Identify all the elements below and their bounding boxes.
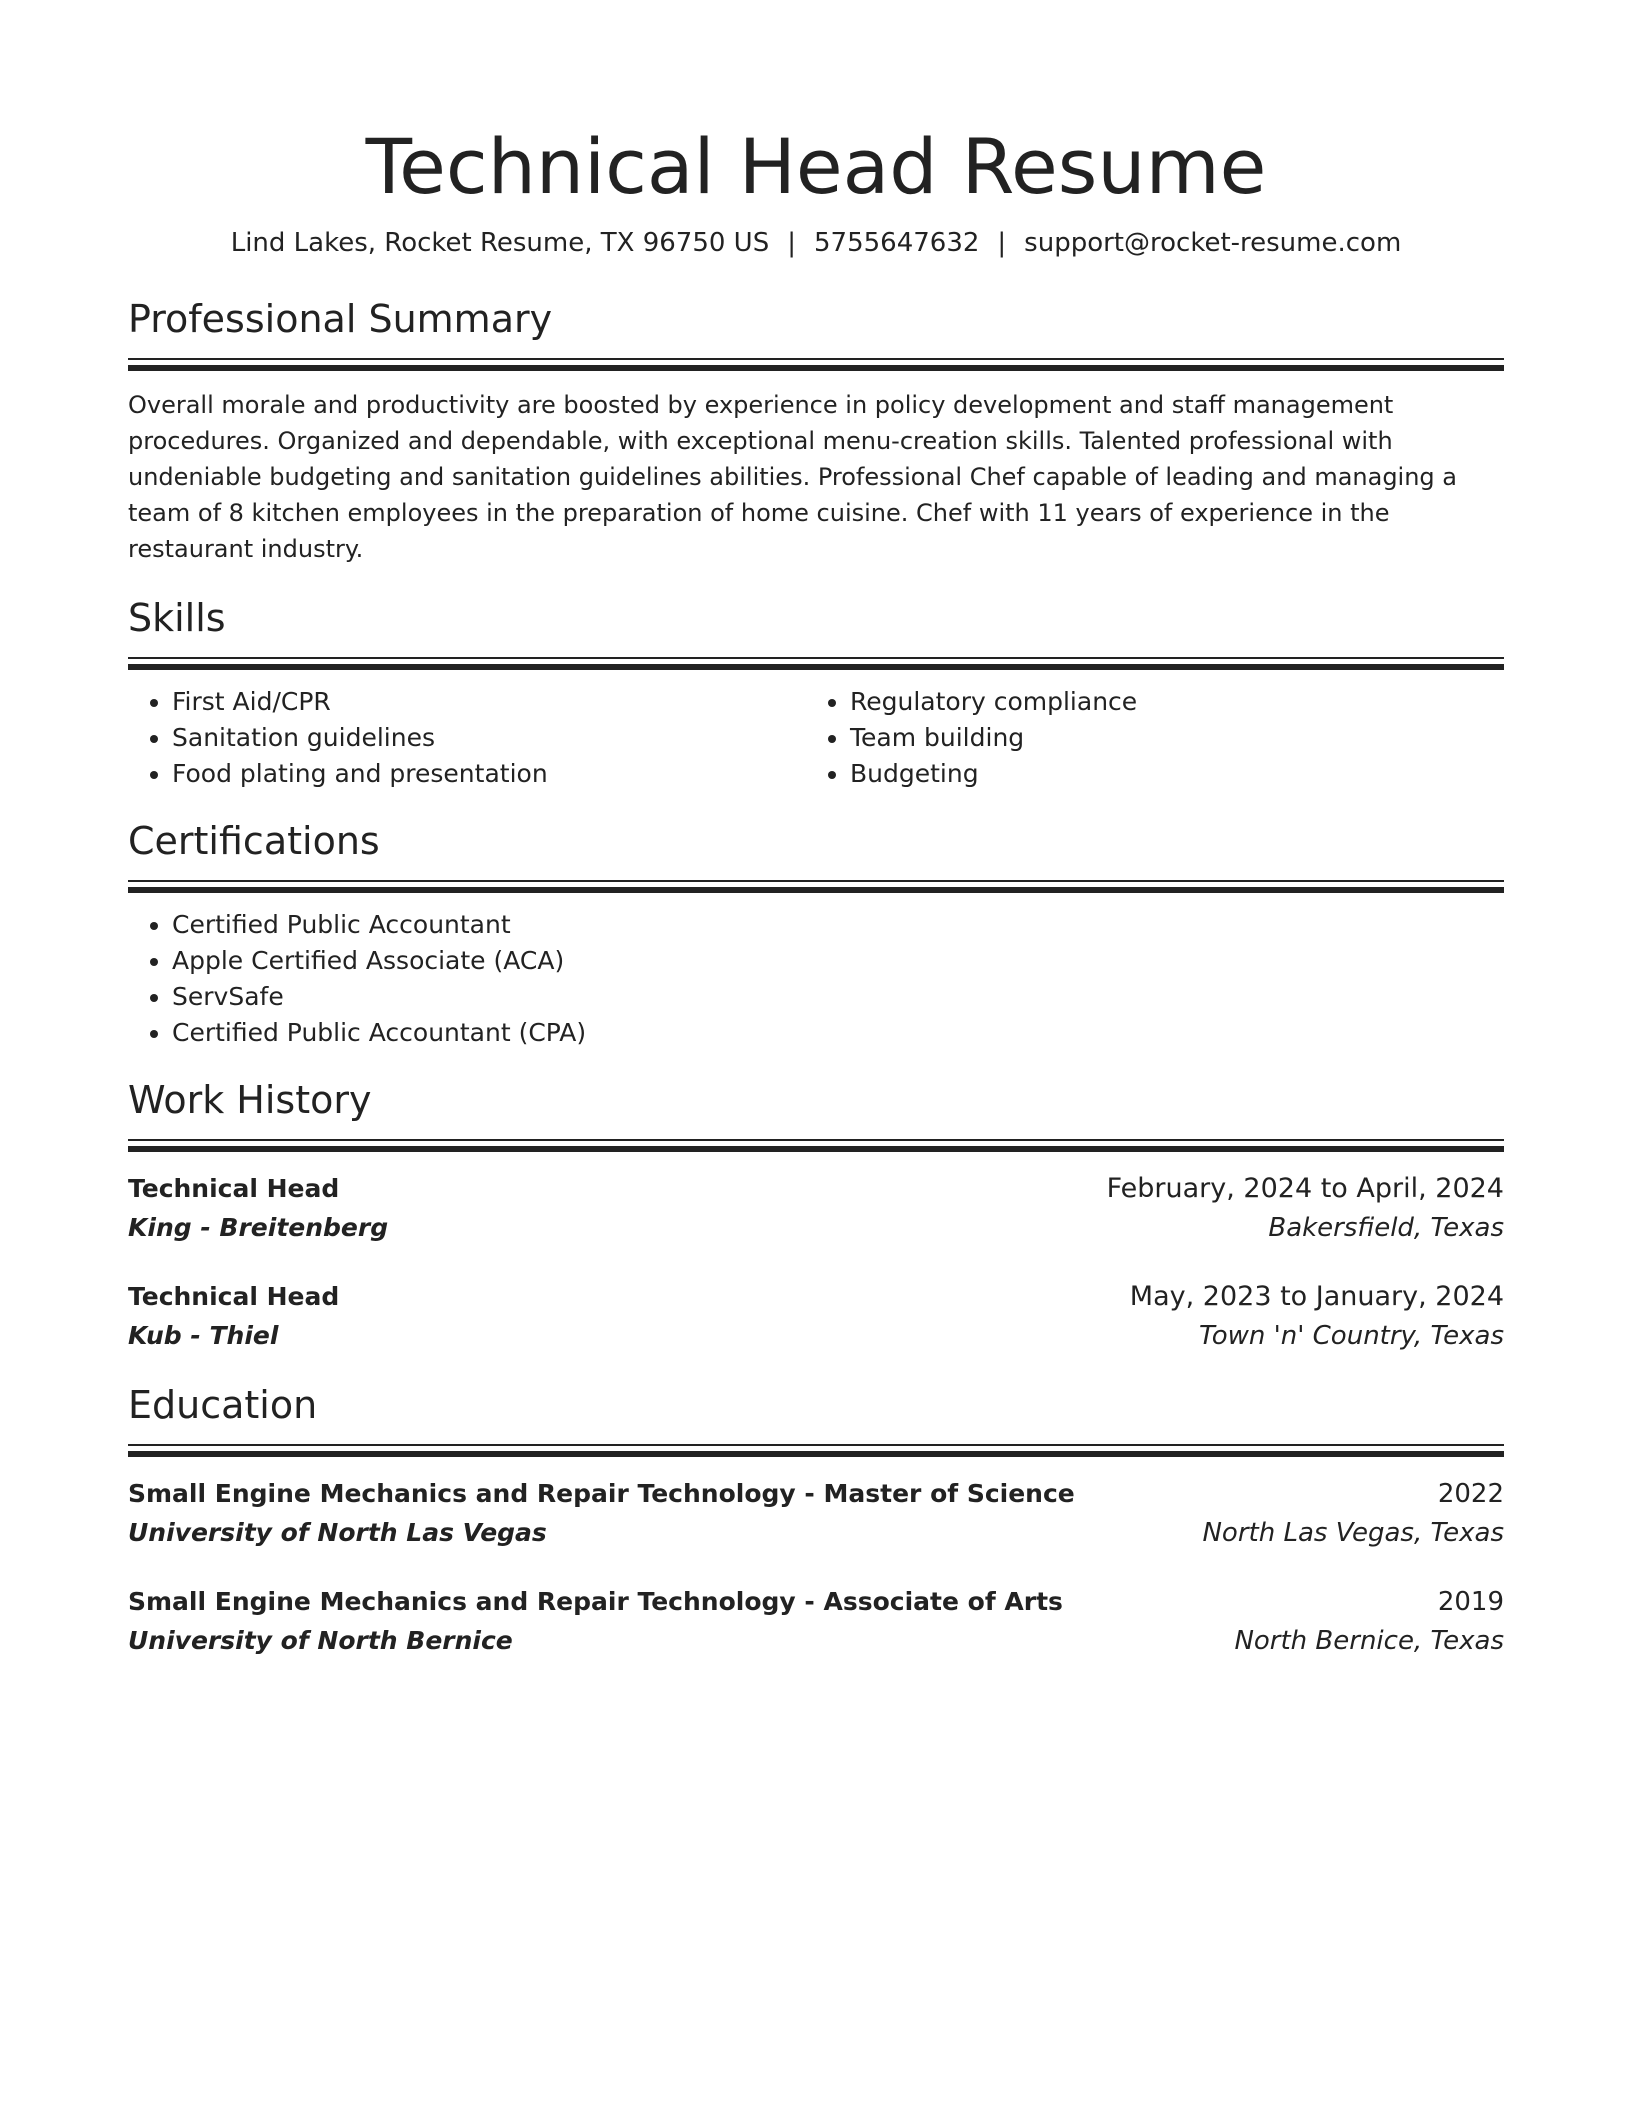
certification-item: • Certified Public Accountant (CPA) [172, 1015, 1504, 1051]
section-divider [128, 1139, 1504, 1141]
job-company: Kub - Thiel [128, 1321, 279, 1350]
contact-address: Lind Lakes, Rocket Resume, TX 96750 US [230, 228, 770, 258]
contact-phone: 5755647632 [813, 228, 980, 258]
skill-item: • Regulatory compliance [850, 684, 1484, 720]
summary-text: Overall morale and productivity are boosted by experience in policy development and staff management procedures. Organized and dependable, with exceptional menu-creation skills. Talented professional with undeniable budgeting and sanitation guidelines abilities. Professional Chef capable of leading and managing a team of 8 kitchen employees in the preparation of home cuisine. Chef with 11 years of experience in the restaurant industry. [128, 391, 1457, 563]
job-dates: May, 2023 to January, 2024 [1129, 1281, 1504, 1312]
section-divider-thick [128, 887, 1504, 893]
section-divider-thick [128, 365, 1504, 371]
education-section [128, 1382, 1504, 1661]
section-divider [128, 358, 1504, 360]
contact-email: support@rocket-resume.com [1024, 228, 1402, 258]
resume-page [128, 0, 1504, 1661]
job-entry [128, 1278, 1504, 1356]
education-degree: Small Engine Mechanics and Repair Technology - Associate of Arts [128, 1587, 1063, 1616]
skills-columns [128, 670, 1504, 792]
job-location: Bakersfield, Texas [1268, 1213, 1504, 1243]
section-divider [128, 657, 1504, 659]
education-location: North Las Vegas, Texas [1202, 1518, 1504, 1548]
education-school: University of North Bernice [128, 1626, 513, 1655]
summary-section [128, 296, 1504, 567]
job-dates: February, 2024 to April, 2024 [1106, 1173, 1504, 1204]
education-school: University of North Las Vegas [128, 1518, 547, 1547]
section-heading-education: Education [128, 1383, 318, 1427]
education-year: 2022 [1437, 1479, 1504, 1509]
education-entry [128, 1475, 1504, 1553]
certification-item: • Certified Public Accountant [172, 907, 1504, 943]
job-title: Technical Head [128, 1174, 340, 1203]
skills-column-left [128, 670, 806, 792]
job-title: Technical Head [128, 1282, 340, 1311]
section-heading-work-history: Work History [128, 1078, 372, 1122]
work-history-section [128, 1077, 1504, 1356]
job-location: Town 'n' Country, Texas [1199, 1321, 1504, 1351]
certification-item: • Apple Certified Associate (ACA) [172, 943, 1504, 979]
section-heading-skills: Skills [128, 596, 226, 640]
section-divider-thick [128, 1146, 1504, 1152]
skill-item: • Budgeting [850, 756, 1484, 792]
education-degree: Small Engine Mechanics and Repair Technology - Master of Science [128, 1479, 1075, 1508]
skills-column-right [806, 670, 1484, 792]
section-heading-summary: Professional Summary [128, 297, 553, 341]
skill-item: • Sanitation guidelines [172, 720, 806, 756]
education-location: North Bernice, Texas [1234, 1626, 1504, 1656]
section-divider [128, 880, 1504, 882]
skill-item: • Food plating and presentation [172, 756, 806, 792]
section-heading-certifications: Certifications [128, 819, 380, 863]
contact-line [128, 226, 1504, 260]
resume-title: Technical Head Resume [365, 122, 1267, 211]
contact-separator: | [787, 228, 796, 258]
job-entry [128, 1170, 1504, 1248]
skills-section [128, 595, 1504, 792]
certification-item: • ServSafe [172, 979, 1504, 1015]
certifications-section [128, 818, 1504, 1051]
education-entry [128, 1583, 1504, 1661]
section-divider [128, 1444, 1504, 1446]
education-year: 2019 [1437, 1587, 1504, 1617]
job-company: King - Breitenberg [128, 1213, 389, 1242]
skill-item: • Team building [850, 720, 1484, 756]
contact-separator: | [997, 228, 1007, 258]
skill-item: • First Aid/CPR [172, 684, 806, 720]
section-divider-thick [128, 1451, 1504, 1457]
